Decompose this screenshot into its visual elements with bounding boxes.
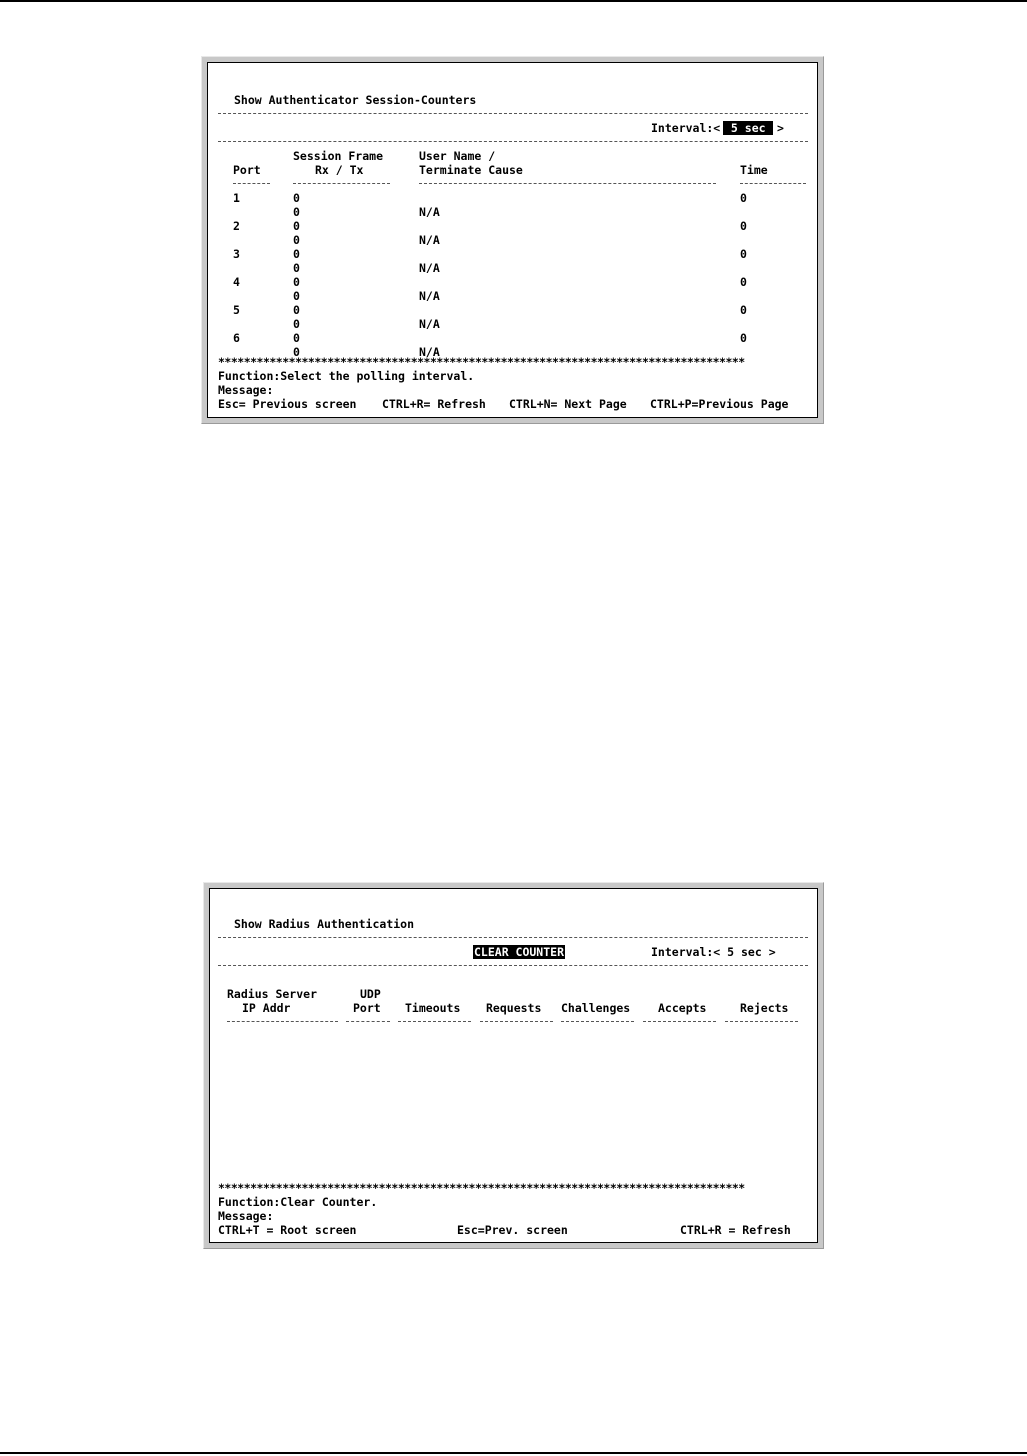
row-tx: 0 [293,345,300,359]
asterisk-divider: ********************************************************************************** [218,1181,745,1195]
header-underline [561,1021,634,1022]
header-underline [480,1021,553,1022]
terminal-window-session-counters [201,56,824,424]
row-rx: 0 [293,247,300,261]
key-refresh[interactable]: CTRL+R = Refresh [680,1223,791,1237]
row-time: 0 [740,275,747,289]
col-header-udp-1: UDP [360,987,381,1001]
separator-line [218,113,808,114]
header-underline [398,1021,471,1022]
row-user: N/A [419,345,440,359]
row-port: 5 [233,303,240,317]
col-header-timeouts: Timeouts [405,1001,461,1015]
row-time: 0 [740,303,747,317]
row-user: N/A [419,233,440,247]
col-header-accepts: Accepts [658,1001,707,1015]
row-rx: 0 [293,219,300,233]
terminal-screen [209,888,818,1243]
row-user: N/A [419,261,440,275]
key-prev-screen[interactable]: Esc=Prev. screen [457,1223,568,1237]
message-text: Message: [218,383,274,397]
col-header-frame-1: Session Frame [293,149,384,163]
key-root-screen[interactable]: CTRL+T = Root screen [218,1223,357,1237]
row-tx: 0 [293,233,300,247]
function-text: Function:Clear Counter. [218,1195,378,1209]
interval-label: Interval:< [651,121,721,135]
key-refresh[interactable]: CTRL+R= Refresh [382,397,486,411]
separator-line [218,937,808,938]
col-header-server-2: IP Addr [242,1001,291,1015]
row-user: N/A [419,205,440,219]
row-time: 0 [740,247,747,261]
header-underline [293,183,390,184]
row-time: 0 [740,191,747,205]
col-header-user-2: Terminate Cause [419,163,523,177]
col-header-challenges: Challenges [561,1001,631,1015]
row-port: 2 [233,219,240,233]
terminal-window-radius-auth [203,882,824,1249]
row-rx: 0 [293,331,300,345]
row-rx: 0 [293,275,300,289]
row-time: 0 [740,331,747,345]
row-user: N/A [419,289,440,303]
interval-close: > [777,121,784,135]
col-header-server-1: Radius Server [227,987,318,1001]
terminal-screen [207,62,818,418]
asterisk-divider: ********************************************************************************** [218,355,745,369]
page-bottom-rule [0,1452,1027,1454]
message-text: Message: [218,1209,274,1223]
col-header-rejects: Rejects [740,1001,789,1015]
page-top-rule [0,0,1027,2]
row-tx: 0 [293,317,300,331]
header-underline [725,1021,798,1022]
row-tx: 0 [293,205,300,219]
row-port: 3 [233,247,240,261]
clear-counter-button[interactable]: CLEAR COUNTER [474,945,565,959]
key-previous-page[interactable]: CTRL+P=Previous Page [650,397,789,411]
header-underline [227,1021,338,1022]
row-port: 6 [233,331,240,345]
screen-title: Show Radius Authentication [234,917,415,931]
header-underline [419,183,716,184]
function-text: Function:Select the polling interval. [218,369,475,383]
interval-selector[interactable]: Interval:< 5 sec > [651,945,776,959]
row-time: 0 [740,219,747,233]
row-tx: 0 [293,289,300,303]
row-port: 4 [233,275,240,289]
header-underline [740,183,806,184]
interval-selector[interactable]: 5 sec [724,121,773,135]
row-port: 1 [233,191,240,205]
header-underline [643,1021,716,1022]
header-underline [233,183,270,184]
col-header-requests: Requests [486,1001,542,1015]
row-user: N/A [419,317,440,331]
key-esc-previous[interactable]: Esc= Previous screen [218,397,357,411]
separator-line [218,141,808,142]
col-header-udp-2: Port [353,1001,381,1015]
col-header-frame-2: Rx / Tx [315,163,364,177]
col-header-time: Time [740,163,768,177]
row-rx: 0 [293,303,300,317]
row-tx: 0 [293,261,300,275]
row-rx: 0 [293,191,300,205]
col-header-port: Port [233,163,261,177]
separator-line [218,965,808,966]
screen-title: Show Authenticator Session-Counters [234,93,477,107]
key-next-page[interactable]: CTRL+N= Next Page [509,397,627,411]
header-underline [346,1021,390,1022]
col-header-user-1: User Name / [419,149,496,163]
